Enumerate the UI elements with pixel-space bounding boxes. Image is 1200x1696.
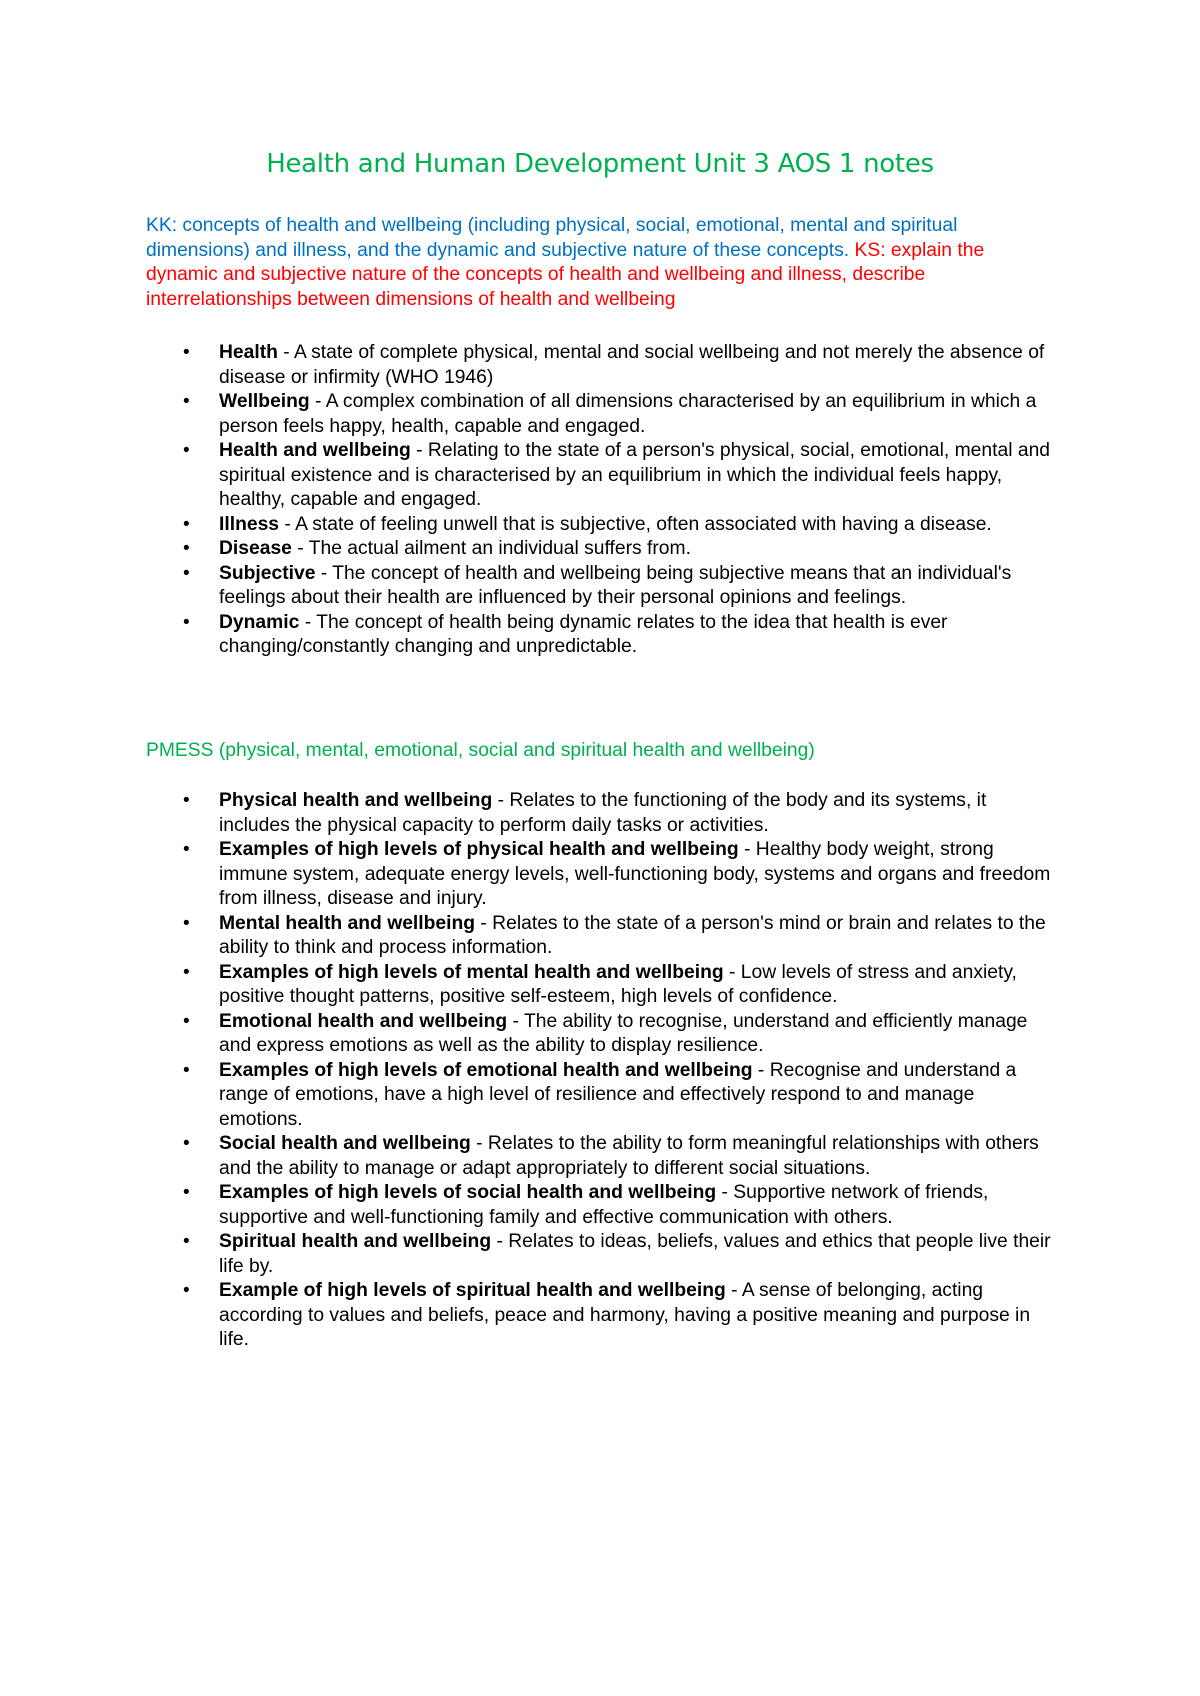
list-item-term: Mental health and wellbeing [219,912,476,934]
list-item-definition: - A complex combination of all dimensions characterised by an equilibrium in which a person feels happy, health, capable and engaged. [219,391,1037,437]
list-item-definition: - A sense of belonging, acting according to values and beliefs, peace and harmony, having a positive meaning and purpose in life. [219,1280,1031,1350]
list-item-definition: - Supportive network of friends, supportive and well-functioning family and effective communication with others. [219,1182,989,1228]
bullet-icon: • [183,513,190,535]
list-item-term: Examples of high levels of emotional health and wellbeing [219,1059,753,1081]
list-item-definition: - Relates to the functioning of the body and its systems, it includes the physical capacity to perform daily tasks or activities. [219,790,987,836]
list-item-definition: - A state of feeling unwell that is subjective, often associated with having a disease. [279,513,992,535]
list-item-term: Examples of high levels of physical health and wellbeing [219,839,739,860]
list-item [146,390,1056,439]
list-item-term: Examples of high levels of social health and wellbeing [219,1182,717,1203]
list-item [146,1181,1056,1230]
bullet-icon: • [183,342,190,363]
list-item-term: Examples of high levels of mental health and wellbeing [219,961,724,983]
list-item-term: Social health and wellbeing [219,1133,471,1154]
bullet-icon: • [183,538,190,559]
list-item-definition: - Relates to the ability to form meaningful relationships with others and the ability to manage or adapt appropriately to different social situations. [219,1133,1039,1179]
list-item [146,1279,1056,1353]
list-item [146,1230,1056,1279]
list-item-definition: - The concept of health and wellbeing being subjective means that an individual's feelings about their health are influenced by their personal opinions and feelings. [219,562,1012,608]
list-item [146,1059,1056,1133]
list-item-term: Disease [219,538,292,559]
list-item [146,838,1056,912]
bullet-icon: • [183,611,190,633]
bullet-icon: • [183,1231,190,1252]
list-item-term: Illness [219,513,280,535]
list-item [146,912,1056,961]
list-item-definition: - The ability to recognise, understand and efficiently manage and express emotions as well as the ability to display resilience. [219,1010,1028,1056]
list-item-definition: - Low levels of stress and anxiety, positive thought patterns, positive self-esteem, high levels of confidence. [219,961,1017,1007]
list-item-term: Wellbeing [219,391,310,412]
list-item [146,513,1056,538]
list-item-term: Subjective [219,562,316,584]
list-item-term: Health and wellbeing [219,440,411,461]
list-item-term: Example of high levels of spiritual health and wellbeing [219,1280,726,1301]
bullet-icon: • [183,562,190,584]
list-item [146,1132,1056,1181]
list-item-definition: - A state of complete physical, mental and social wellbeing and not merely the absence of disease or infirmity (WHO 1946) [219,342,1045,388]
bullet-icon: • [183,391,190,412]
list-item-definition: - Recognise and understand a range of emotions, have a high level of resilience and effectively respond to and manage emotions. [219,1059,1017,1130]
bullet-icon: • [183,1280,190,1301]
bullet-icon: • [183,1182,190,1203]
bullet-icon: • [183,912,190,934]
list-item-definition: - Relates to ideas, beliefs, values and ethics that people live their life by. [219,1231,1051,1277]
bullet-icon: • [183,440,190,461]
pmess-heading: PMESS (physical, mental, emotional, social and spiritual health and wellbeing) [146,740,815,761]
bullet-icon: • [183,790,190,811]
list-item-definition: - Healthy body weight, strong immune system, adequate energy levels, well-functioning body, systems and organs and freedom from illness, disease and injury. [219,839,1051,909]
bullet-icon: • [183,839,190,860]
list-item [146,1010,1056,1059]
list-item-term: Health [219,342,278,363]
list-item [146,537,1056,562]
key-knowledge-skills-paragraph [146,214,1056,312]
key-skills-text: KS: explain the dynamic and subjective nature of the concepts of health and wellbeing and illness, describe interrelationships between dimensions of health and wellbeing [146,239,985,310]
list-item-definition: - Relating to the state of a person's physical, social, emotional, mental and spiritual existence and is characterised by an equilibrium in which the individual feels happy, healthy, capable and engaged. [219,440,1051,510]
pmess-list [146,789,1056,1353]
list-item-term: Spiritual health and wellbeing [219,1231,492,1252]
list-item-term: Emotional health and wellbeing [219,1010,508,1032]
key-knowledge-text: KK: concepts of health and wellbeing (including physical, social, emotional, mental and spiritual dimensions) and illness, and the dynamic and subjective nature of these concepts. [146,215,958,261]
list-item [146,439,1056,513]
list-item [146,562,1056,611]
list-item-definition: - Relates to the state of a person's mind or brain and relates to the ability to think and process information. [219,912,1046,958]
list-item-definition: - The concept of health being dynamic relates to the idea that health is ever changing/constantly changing and unpredictable. [219,611,948,657]
list-item-definition: - The actual ailment an individual suffers from. [291,538,691,559]
list-item-term: Physical health and wellbeing [219,790,493,811]
bullet-icon: • [183,961,190,983]
bullet-icon: • [183,1059,190,1081]
document-title: Health and Human Development Unit 3 AOS 1 notes [266,149,934,179]
list-item [146,789,1056,838]
definitions-list [146,341,1056,660]
list-item [146,341,1056,390]
list-item [146,611,1056,660]
list-item [146,961,1056,1010]
bullet-icon: • [183,1010,190,1032]
list-item-term: Dynamic [219,611,300,633]
bullet-icon: • [183,1133,190,1154]
